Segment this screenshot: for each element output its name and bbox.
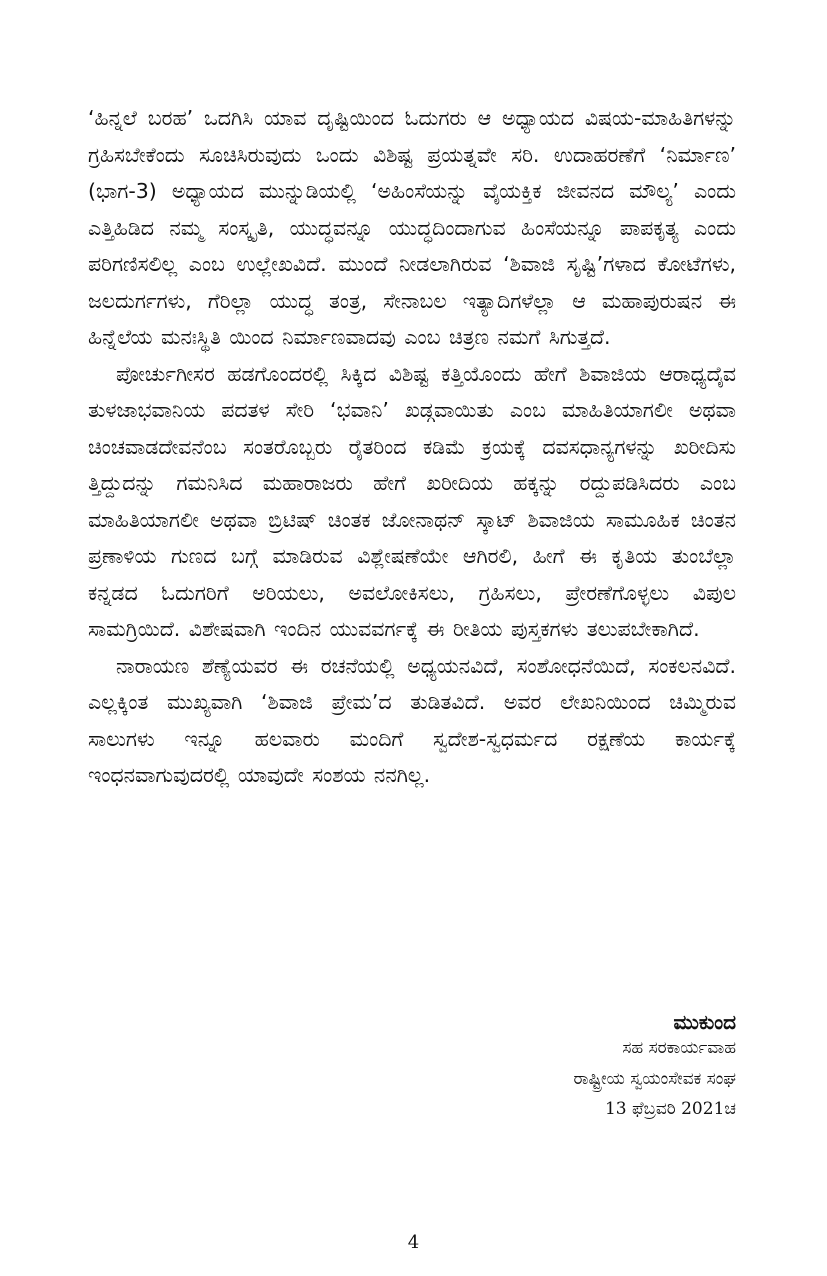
signature-role: ಸಹ ಸರಕಾರ್ಯವಾಹ bbox=[622, 1038, 736, 1058]
document-body bbox=[88, 100, 736, 794]
signature-name: ಮುಕುಂದ bbox=[673, 1010, 736, 1034]
page-number: 4 bbox=[407, 1232, 420, 1253]
paragraph-3: ನಾರಾಯಣ ಶೆಣ್ಯೆಯವರ ಈ ರಚನೆಯಲ್ಲಿ ಅಧ್ಯಯನವಿದೆ, ಸಂಶೋಧನೆಯಿದೆ, ಸಂಕಲನವಿದೆ. ಎಲ್ಲಕ್ಕಿಂತ ಮುಖ್ಯವಾಗಿ ‘ಶಿವಾಜಿ ಪ್ರೇಮ’ದ ತುಡಿತವಿದೆ. ಅವರ ಲೇಖನಿಯಿಂದ ಚಿಮ್ಮಿರುವ ಸಾಲುಗಳು ಇನ್ನೂ ಹಲವಾರು ಮಂದಿಗೆ ಸ್ವದೇಶ-ಸ್ವಧರ್ಮದ ರಕ್ಷಣೆಯ ಕಾರ್ಯಕ್ಕೆ ಇಂಧನವಾಗುವುದರಲ್ಲಿ ಯಾವುದೇ ಸಂಶಯ ನನಗಿಲ್ಲ. bbox=[88, 653, 736, 787]
paragraph-1: ‘ಹಿನ್ನಲೆ ಬರಹ’ ಒದಗಿಸಿ ಯಾವ ದೃಷ್ಟಿಯಿಂದ ಓದುಗರು ಆ ಅಧ್ಯಾಯದ ವಿಷಯ-ಮಾಹಿತಿಗಳನ್ನು ಗ್ರಹಿಸಬೇಕೆಂದು ಸೂಚಿಸಿರುವುದು ಒಂದು ವಿಶಿಷ್ಟ ಪ್ರಯತ್ನವೇ ಸರಿ. ಉದಾಹರಣೆಗೆ ‘ನಿರ್ಮಾಣ’ (ಭಾಗ-3) ಅಧ್ಯಾಯದ ಮುನ್ನುಡಿಯಲ್ಲಿ ‘ಅಹಿಂಸೆಯನ್ನು ವೈಯಕ್ತಿಕ ಜೀವನದ ಮೌಲ್ಯ’ ಎಂದು ಎತ್ತಿಹಿಡಿದ ನಮ್ಮ ಸಂಸ್ಕೃತಿ, ಯುದ್ಧವನ್ನೂ ಯುದ್ಧದಿಂದಾಗುವ ಹಿಂಸೆಯನ್ನೂ ಪಾಪಕೃತ್ಯ ಎಂದು ಪರಿಗಣಿಸಲಿಲ್ಲ ಎಂಬ ಉಲ್ಲೇಖವಿದೆ. ಮುಂದೆ ನೀಡಲಾಗಿರುವ ‘ಶಿವಾಜಿ ಸೃಷ್ಟಿ’ಗಳಾದ ಕೋಟೆಗಳು, ಜಲದುರ್ಗಗಳು, ಗೆರಿಲ್ಲಾ ಯುದ್ಧ ತಂತ್ರ, ಸೇನಾಬಲ ಇತ್ಯಾದಿಗಳೆಲ್ಲಾ ಆ ಮಹಾಪುರುಷನ ಈ ಹಿನ್ನೆಲೆಯ ಮನಃಸ್ಥಿತಿ ಯಿಂದ ನಿರ್ಮಾಣವಾದವು ಎಂಬ ಚಿತ್ರಣ ನಮಗೆ ಸಿಗುತ್ತದೆ. bbox=[88, 106, 736, 349]
paragraph-2: ಪೋರ್ಚುಗೀಸರ ಹಡಗೊಂದರಲ್ಲಿ ಸಿಕ್ಕಿದ ವಿಶಿಷ್ಟ ಕತ್ತಿಯೊಂದು ಹೇಗೆ ಶಿವಾಜಿಯ ಆರಾಧ್ಯದೈವ ತುಳಜಾಭವಾನಿಯ ಪದತಳ ಸೇರಿ ‘ಭವಾನಿ’ ಖಡ್ಗವಾಯಿತು ಎಂಬ ಮಾಹಿತಿಯಾಗಲೀ ಅಥವಾ ಚಿಂಚವಾಡದೇವನೆಂಬ ಸಂತರೊಬ್ಬರು ರೈತರಿಂದ ಕಡಿಮೆ ಕ್ರಯಕ್ಕೆ ದವಸಧಾನ್ಯಗಳನ್ನು ಖರೀದಿಸು ತ್ತಿದ್ದುದನ್ನು ಗಮನಿಸಿದ ಮಹಾರಾಜರು ಹೇಗೆ ಖರೀದಿಯ ಹಕ್ಕನ್ನು ರದ್ದುಪಡಿಸಿದರು ಎಂಬ ಮಾಹಿತಿಯಾಗಲೀ ಅಥವಾ ಬ್ರಿಟಿಷ್ ಚಿಂತಕ ಜೋನಾಥನ್ ಸ್ಕಾಟ್ ಶಿವಾಜಿಯ ಸಾಮೂಹಿಕ ಚಿಂತನ ಪ್ರಣಾಳಿಯ ಗುಣದ ಬಗ್ಗೆ ಮಾಡಿರುವ ವಿಶ್ಲೇಷಣೆಯೇ ಆಗಿರಲಿ, ಹೀಗೆ ಈ ಕೃತಿಯ ತುಂಬೆಲ್ಲಾ ಕನ್ನಡದ ಓದುಗರಿಗೆ ಅರಿಯಲು, ಅವಲೋಕಿಸಲು, ಗ್ರಹಿಸಲು, ಪ್ರೇರಣೆಗೊಳ್ಳಲು ವಿಪುಲ ಸಾಮಗ್ರಿಯಿದೆ. ವಿಶೇಷವಾಗಿ ಇಂದಿನ ಯುವವರ್ಗಕ್ಕೆ ಈ ರೀತಿಯ ಪುಸ್ತಕಗಳು ತಲುಪಬೇಕಾಗಿದೆ. bbox=[88, 361, 736, 641]
signature-date: 13 ಫೆಬ್ರವರಿ 2021ಚ bbox=[604, 1099, 736, 1119]
signature-organization: ರಾಷ್ಟ್ರೀಯ ಸ್ವಯಂಸೇವಕ ಸಂಘ bbox=[573, 1069, 736, 1089]
